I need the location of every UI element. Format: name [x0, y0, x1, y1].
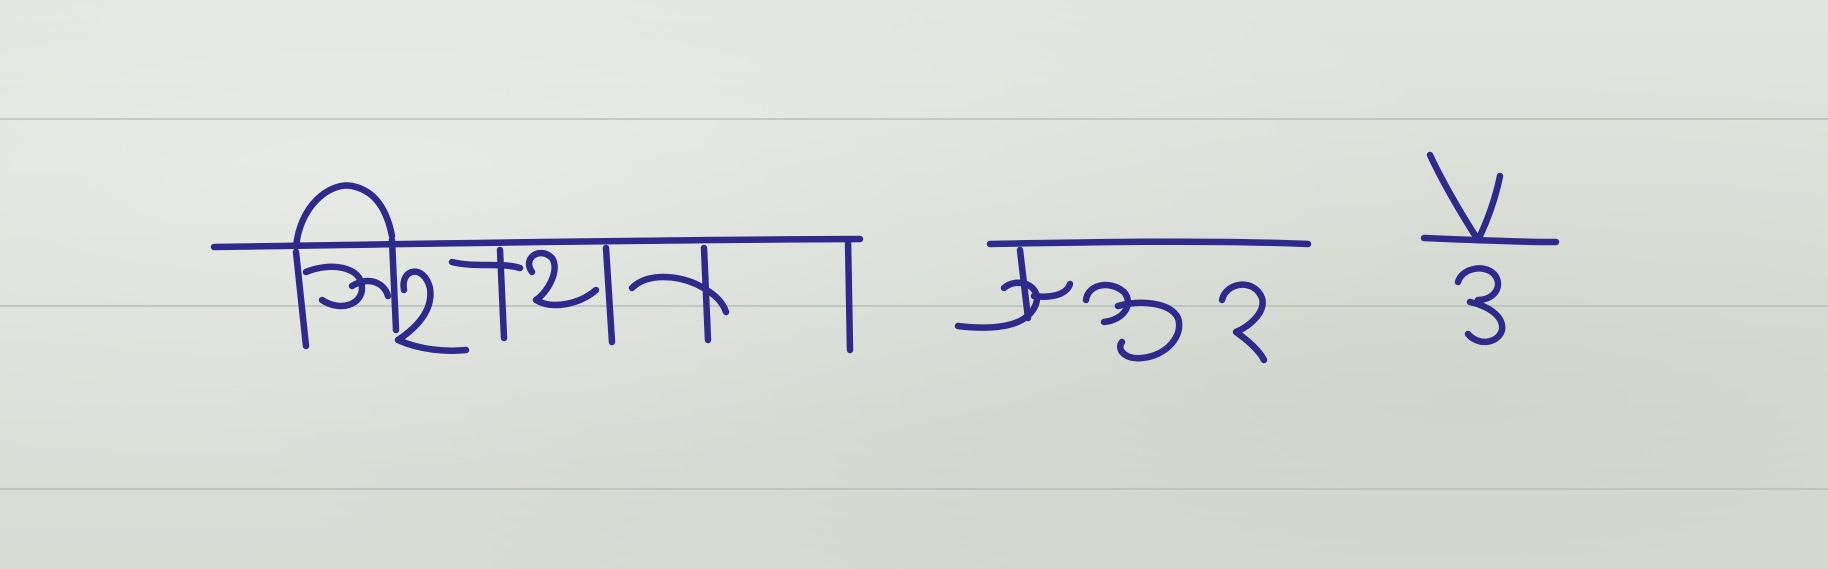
- handwritten-word-1: [214, 186, 860, 351]
- handwritten-word-2: [958, 242, 1308, 360]
- handwritten-word-3: [1424, 155, 1556, 342]
